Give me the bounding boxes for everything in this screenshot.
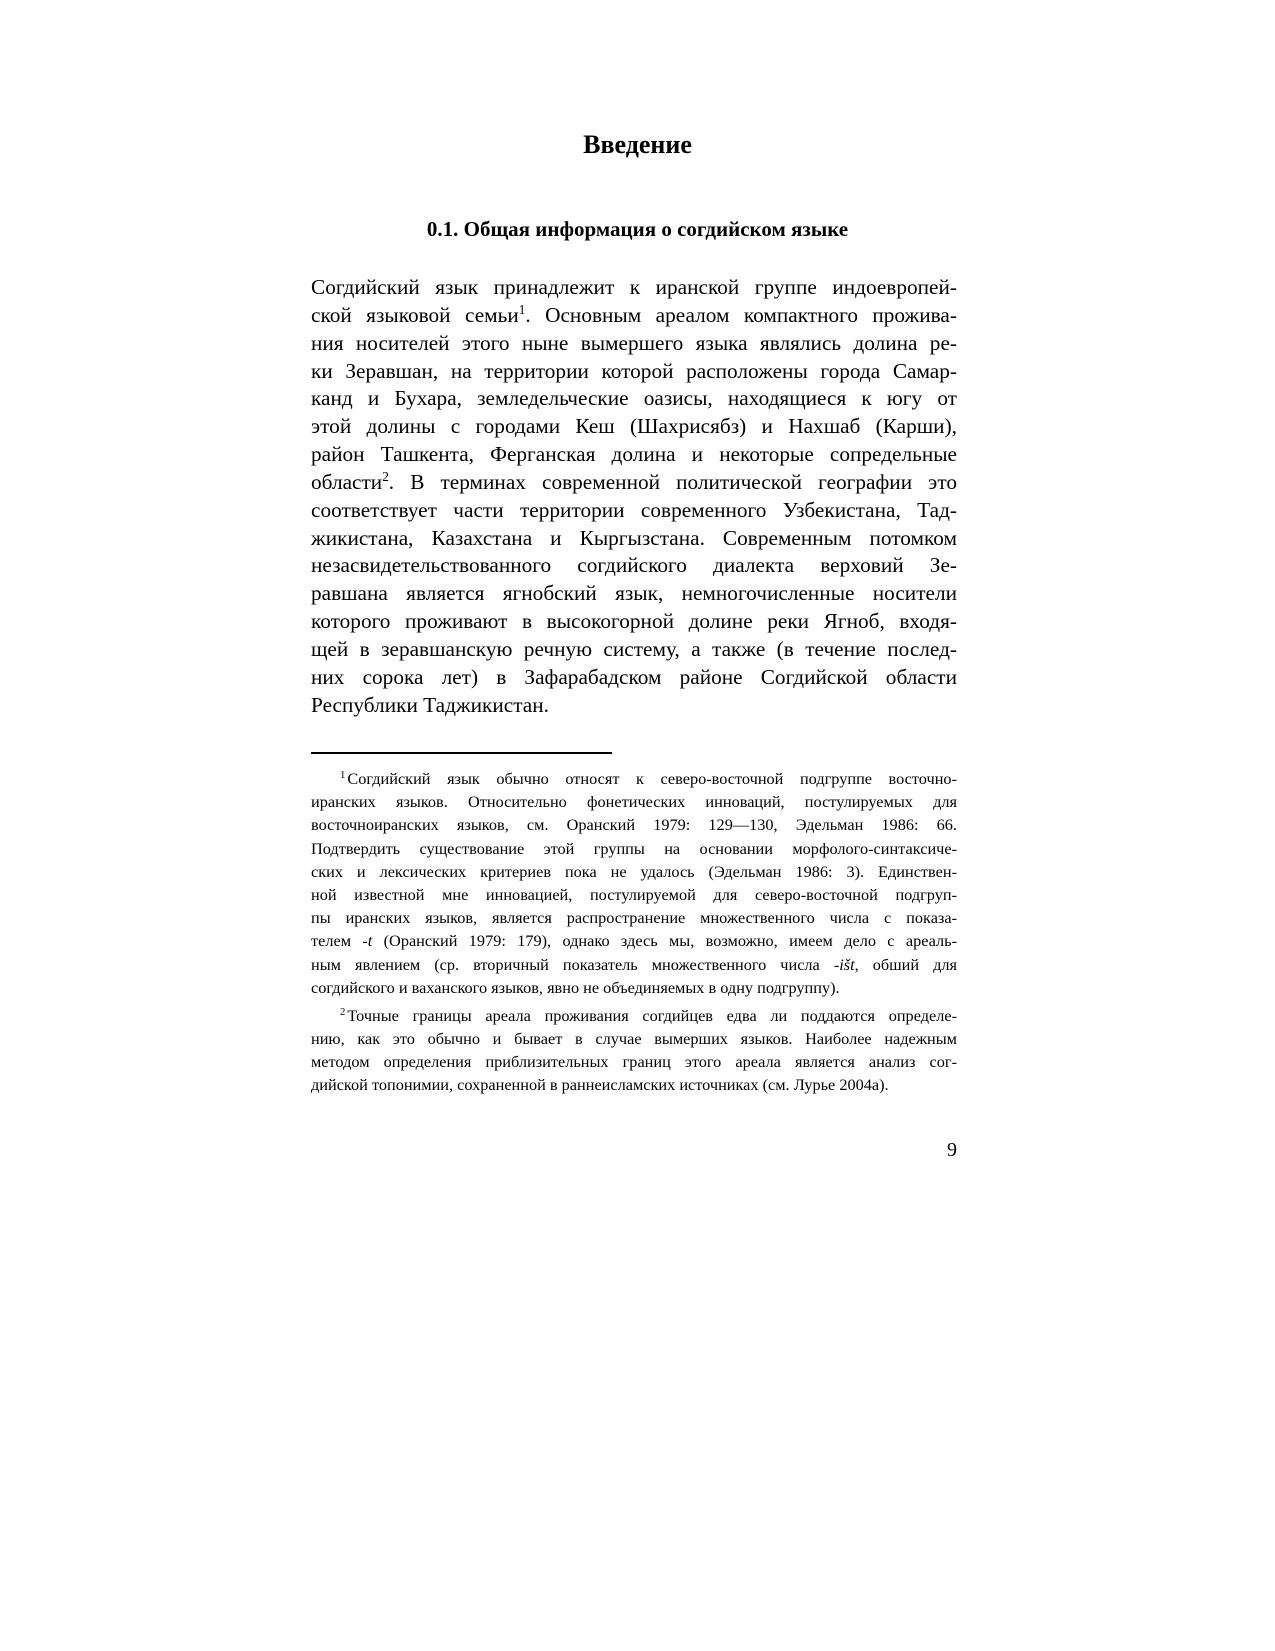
text-line: Согдийский язык принадлежит к иранской группе индоевропей-	[311, 275, 957, 299]
footnote-reference[interactable]: 1	[518, 301, 526, 317]
main-paragraph	[311, 274, 957, 720]
footnote-line	[311, 929, 957, 952]
text-line: соответствует части территории современного Узбекистана, Тад-	[311, 497, 957, 522]
text-line: Республики Таджикистан.	[311, 692, 549, 717]
chapter-title: Введение	[583, 130, 692, 159]
footnote-reference[interactable]: 2	[382, 468, 389, 484]
footnote-marker: 1	[340, 769, 346, 782]
text-line: район Ташкента, Ферганская долина и некоторые сопредельные	[311, 442, 957, 467]
footnote-line: дийской топонимии, сохраненной в раннеисламских источниках (см. Лурье 2004а).	[311, 1075, 889, 1095]
text-segment: . В терминах современной политической географии это	[388, 469, 957, 494]
text-segment: Согдийский язык обычно относят к северо-восточной подгруппе восточно-	[347, 769, 957, 788]
footnote-line: пы иранских языков, является распространение множественного числа с показа-	[311, 908, 957, 928]
footnote-line: ских и лексических критериев пока не удалось (Эдельман 1986: 3). Единствен-	[311, 861, 957, 881]
footnote-2	[311, 1004, 957, 1097]
footnote-line	[311, 953, 957, 976]
text-segment: телем	[311, 931, 363, 951]
italic-suffix: -išt	[833, 954, 855, 974]
footnote-line: согдийского и ваханского языков, явно не объединяемых в одну подгруппу).	[311, 977, 840, 997]
footnote-marker: 2	[340, 1005, 346, 1018]
text-segment: . Основным ареалом компактного прожива-	[525, 302, 957, 327]
footnote-line: нию, как это обычно и бывает в случае вымерших языков. Наиболее надежным	[311, 1029, 957, 1049]
text-segment: , обший для	[854, 954, 958, 974]
text-segment: ным явлением (ср. вторичный показатель множественного числа	[311, 954, 834, 974]
text-segment: Точные границы ареала проживания согдийцев едва ли поддаются определе-	[347, 1005, 957, 1025]
footnote-line: восточноиранских языков, см. Оранский 1979: 129—130, Эдельман 1986: 66.	[311, 815, 957, 835]
footnote-line: методом определения приблизительных границ этого ареала является анализ сог-	[311, 1052, 957, 1072]
text-line: них сорока лет) в Зафарабадском районе Согдийской области	[311, 664, 957, 689]
text-line: ния носителей этого ныне вымершего языка являлись долина ре-	[311, 330, 957, 355]
text-line	[311, 469, 957, 497]
text-line: которого проживают в высокогорной долине реки Ягноб, входя-	[311, 609, 957, 634]
text-line	[311, 302, 957, 330]
text-line: незасвидетельствованного согдийского диалекта верховий Зе-	[311, 553, 957, 578]
text-line: ки Зеравшан, на территории которой расположены города Самар-	[311, 358, 957, 383]
text-line: этой долины с городами Кеш (Шахрисябз) и Нахшаб (Карши),	[311, 414, 957, 439]
page-number: 9	[947, 1139, 957, 1161]
footnotes	[311, 767, 957, 1097]
text-line: канд и Бухара, земледельческие оазисы, находящиеся к югу от	[311, 386, 957, 411]
section-title: 0.1. Общая информация о согдийском языке	[426, 217, 849, 241]
text-line: равшана является ягнобский язык, немногочисленные носители	[311, 581, 957, 606]
footnote-line: Подтвердить существование этой группы на основании морфолого-синтаксиче-	[311, 838, 957, 858]
text-segment: ской языковой семьи	[311, 302, 519, 327]
text-line: щей в зеравшанскую речную систему, а также (в течение послед-	[311, 636, 957, 661]
italic-suffix: -t	[362, 931, 373, 951]
footnote-line: иранских языков. Относительно фонетических инноваций, постулируемых для	[311, 792, 957, 812]
text-line: жикистана, Казахстана и Кыргызстана. Современным потомком	[311, 525, 957, 550]
footnote-1	[311, 767, 957, 999]
footnote-line	[311, 767, 957, 790]
text-segment: области	[311, 469, 383, 494]
text-segment: (Оранский 1979: 179), однако здесь мы, возможно, имеем дело с ареаль-	[372, 931, 957, 951]
footnote-divider	[311, 752, 612, 754]
footnote-line: ной известной мне инновацией, постулируемой для северо-восточной подгруп-	[311, 884, 957, 904]
footnote-line	[311, 1004, 957, 1027]
